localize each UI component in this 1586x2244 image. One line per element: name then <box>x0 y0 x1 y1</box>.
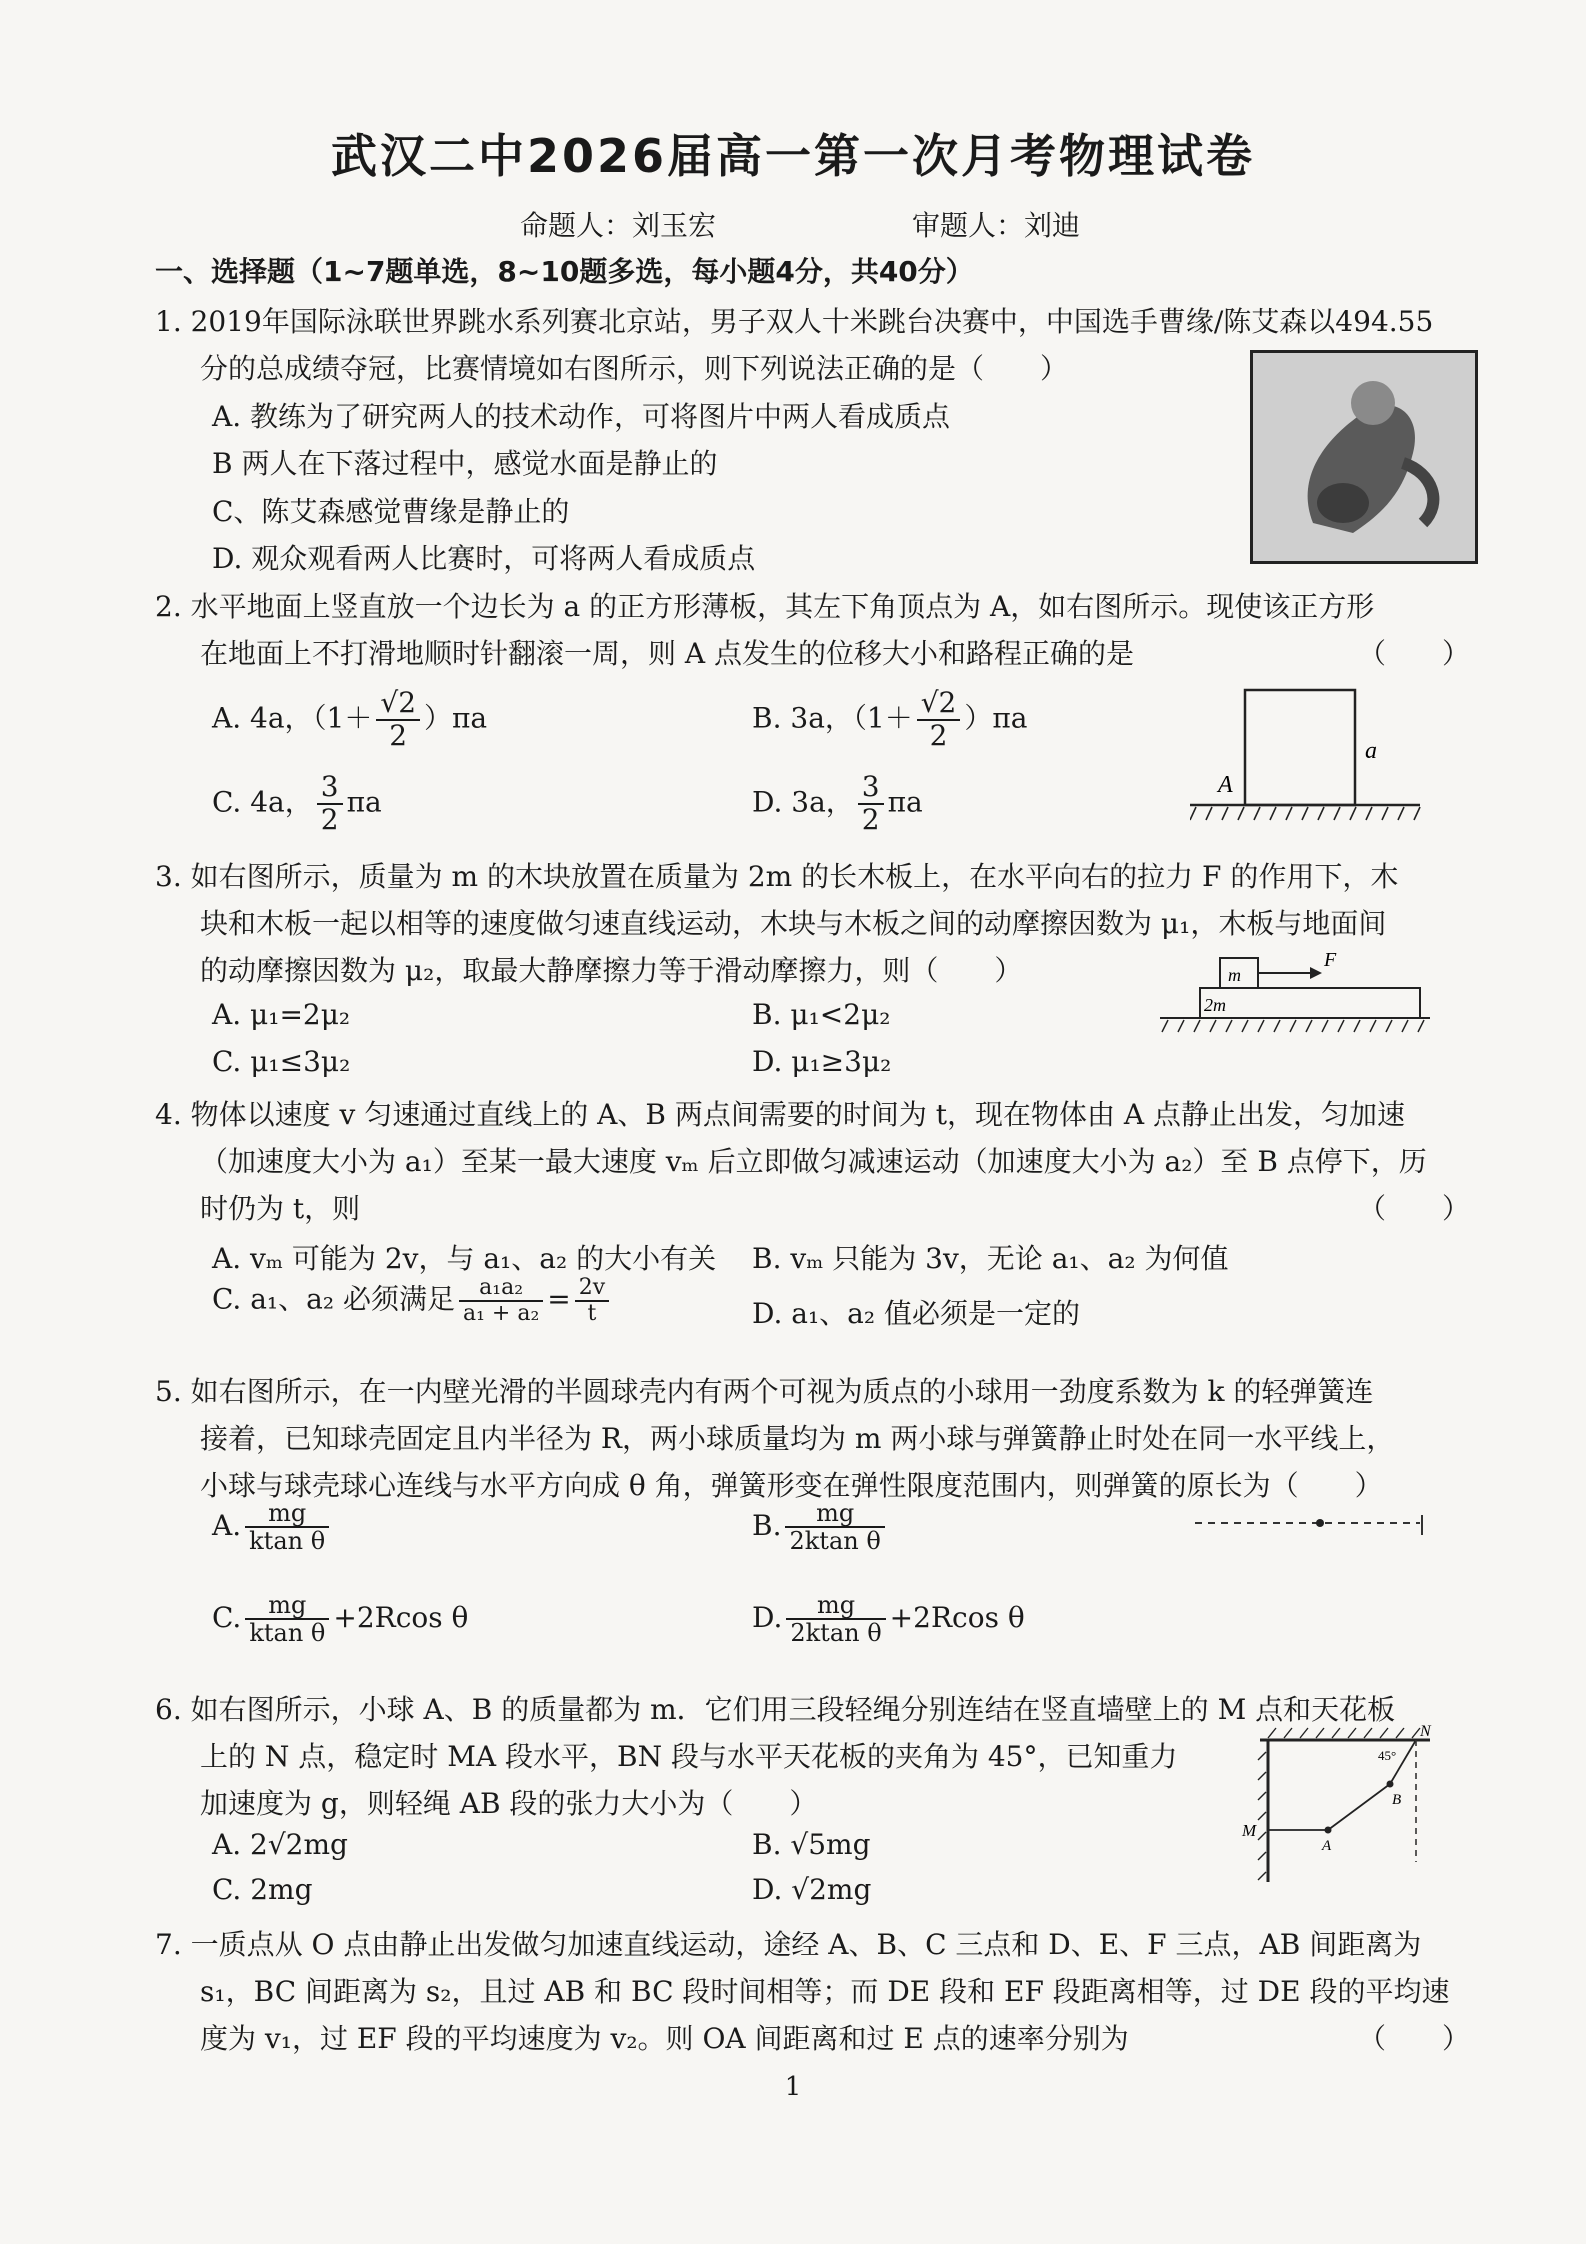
q4-line1: 4. 物体以速度 v 匀速通过直线上的 A、B 两点间需要的时间为 t，现在物体由 A 点静止出发，匀加速 <box>155 1098 1406 1131</box>
q1-option-d: D. 观众观看两人比赛时，可将两人看成质点 <box>212 542 756 575</box>
q1-line2: 分的总成绩夺冠，比赛情境如右图所示，则下列说法正确的是（ ） <box>200 352 1069 385</box>
q6-line1: 6. 如右图所示，小球 A、B 的质量都为 m．它们用三段轻绳分别连结在竖直墙壁上的 M 点和天花板 <box>155 1693 1396 1726</box>
q3-option-b: B. μ₁<2μ₂ <box>752 998 891 1031</box>
fig-label-m: m <box>1228 965 1241 985</box>
diving-photo <box>1250 350 1478 564</box>
q6-option-d: D. √2mg <box>752 1873 872 1906</box>
q6-line2: 上的 N 点，稳定时 MA 段水平，BN 段与水平天花板的夹角为 45°，已知重力 <box>200 1740 1178 1773</box>
q5-option-b: B. $\frac{mg}{\text{2ktan θ}}$ <box>752 1500 889 1555</box>
fig-label-M: M <box>1242 1821 1257 1840</box>
page-title: 武汉二中2026届高一第一次月考物理试卷 <box>330 129 1256 183</box>
q7-line1: 7. 一质点从 O 点由静止出发做匀加速直线运动，途经 A、B、C 三点和 D、E、F 三点，AB 间距离为 <box>155 1928 1422 1961</box>
q4-option-a: A. vₘ 可能为 2v，与 a₁、a₂ 的大小有关 <box>212 1242 717 1275</box>
q3-option-d: D. μ₁≥3μ₂ <box>752 1045 892 1078</box>
page-number: 1 <box>784 2072 802 2102</box>
q2-option-c: C. 4a， $\frac{3}{2}$ πa <box>212 770 382 836</box>
q7-answer-blank: （ ） <box>1358 2022 1471 2055</box>
square-board-figure <box>1190 680 1430 830</box>
q4-option-b: B. vₘ 只能为 3v，无论 a₁、a₂ 为何值 <box>752 1242 1229 1275</box>
q3-line3: 的动摩擦因数为 μ₂，取最大静摩擦力等于滑动摩擦力，则（ ） <box>200 954 1023 987</box>
q6-option-b: B. √5mg <box>752 1828 871 1861</box>
q3-option-c: C. μ₁≤3μ₂ <box>212 1045 351 1078</box>
q4-option-c: C. a₁、a₂ 必须满足 $\frac{\text{a₁a₂}}{\text{a₁ + a₂}}$ = $\frac{2v}{t}$ <box>212 1276 613 1326</box>
q3-line1: 3. 如右图所示，质量为 m 的木块放置在质量为 2m 的长木板上，在水平向右的拉力 F 的作用下，木 <box>155 860 1399 893</box>
q5-line2: 接着，已知球壳固定且内半径为 R，两小球质量均为 m 两小球与弹簧静止时处在同一水平线上， <box>200 1422 1395 1455</box>
q6-option-a: A. 2√2mg <box>212 1828 348 1861</box>
fig-label-2m: 2m <box>1204 995 1226 1015</box>
fig-label-F: F <box>1324 950 1337 971</box>
q3-option-a: A. μ₁=2μ₂ <box>212 998 351 1031</box>
q2-option-d: D. 3a， $\frac{3}{2}$ πa <box>752 770 923 836</box>
q4-answer-blank: （ ） <box>1358 1192 1471 1225</box>
q1-option-c: C、陈艾森感觉曹缘是静止的 <box>212 495 570 528</box>
q6-option-c: C. 2mg <box>212 1873 313 1906</box>
q4-option-d: D. a₁、a₂ 值必须是一定的 <box>752 1297 1080 1330</box>
fig-label-a: a <box>1365 738 1377 764</box>
fig-label-N: N <box>1420 1723 1431 1740</box>
section-heading: 一、选择题（1~7题单选，8~10题多选，每小题4分，共40分） <box>155 255 974 288</box>
q5-option-d: D. $\frac{mg}{\text{2ktan θ}}$ +2Rcos θ <box>752 1591 1025 1648</box>
fig-label-A: A <box>1218 772 1233 798</box>
q5-line3: 小球与球壳球心连线与水平方向成 θ 角，弹簧形变在弹性限度范围内，则弹簧的原长为（ ） <box>200 1469 1383 1502</box>
q7-line2: s₁，BC 间距离为 s₂，且过 AB 和 BC 段时间相等；而 DE 段和 EF 段距离相等，过 DE 段的平均速 <box>200 1975 1450 2008</box>
fig-label-A: A <box>1322 1838 1332 1854</box>
wall-ceiling-figure <box>1240 1722 1440 1882</box>
q2-option-b: B. 3a，（1＋ $\frac{√2}{2}$ ）πa <box>752 686 1028 752</box>
q1-line1: 1. 2019年国际泳联世界跳水系列赛北京站，男子双人十米跳台决赛中，中国选手曹缘/陈艾森以494.55 <box>155 305 1434 338</box>
q1-option-a: A. 教练为了研究两人的技术动作，可将图片中两人看成质点 <box>212 400 951 433</box>
q3-line2: 块和木板一起以相等的速度做匀速直线运动，木块与木板之间的动摩擦因数为 μ₁，木板与地面间 <box>200 907 1387 940</box>
q1-option-b: B 两人在下落过程中，感觉水面是静止的 <box>212 447 718 480</box>
q4-line2: （加速度大小为 a₁）至某一最大速度 vₘ 后立即做匀减速运动（加速度大小为 a₂）至 B 点停下，历 <box>200 1145 1427 1178</box>
q5-line1: 5. 如右图所示，在一内壁光滑的半圆球壳内有两个可视为质点的小球用一劲度系数为 k 的轻弹簧连 <box>155 1375 1374 1408</box>
q2-line2: 在地面上不打滑地顺时针翻滚一周，则 A 点发生的位移大小和路程正确的是 <box>200 637 1135 670</box>
q2-line1: 2. 水平地面上竖直放一个边长为 a 的正方形薄板，其左下角顶点为 A，如右图所示。现使该正方形 <box>155 590 1375 623</box>
q2-answer-blank: （ ） <box>1358 637 1471 670</box>
block-board-figure <box>1160 950 1430 1050</box>
q7-line3: 度为 v₁，过 EF 段的平均速度为 v₂。则 OA 间距离和过 E 点的速率分别为 <box>200 2022 1129 2055</box>
fig-label-45: 45° <box>1378 1748 1397 1763</box>
q5-option-c: C. $\frac{mg}{\text{ktan θ}}$ +2Rcos θ <box>212 1591 469 1648</box>
q2-option-a: A. 4a，（1＋ $\frac{√2}{2}$ ）πa <box>212 686 488 752</box>
hemisphere-spring-figure <box>1190 1505 1430 1545</box>
q5-option-a: A. $\frac{mg}{\text{ktan θ}}$ <box>212 1500 333 1555</box>
setter: 命题人：刘玉宏 <box>520 209 717 242</box>
reviewer: 审题人：刘迪 <box>912 209 1081 242</box>
fig-label-B: B <box>1392 1792 1402 1808</box>
q6-line3: 加速度为 g，则轻绳 AB 段的张力大小为（ ） <box>200 1787 818 1820</box>
q4-line3: 时仍为 t，则 <box>200 1192 361 1225</box>
